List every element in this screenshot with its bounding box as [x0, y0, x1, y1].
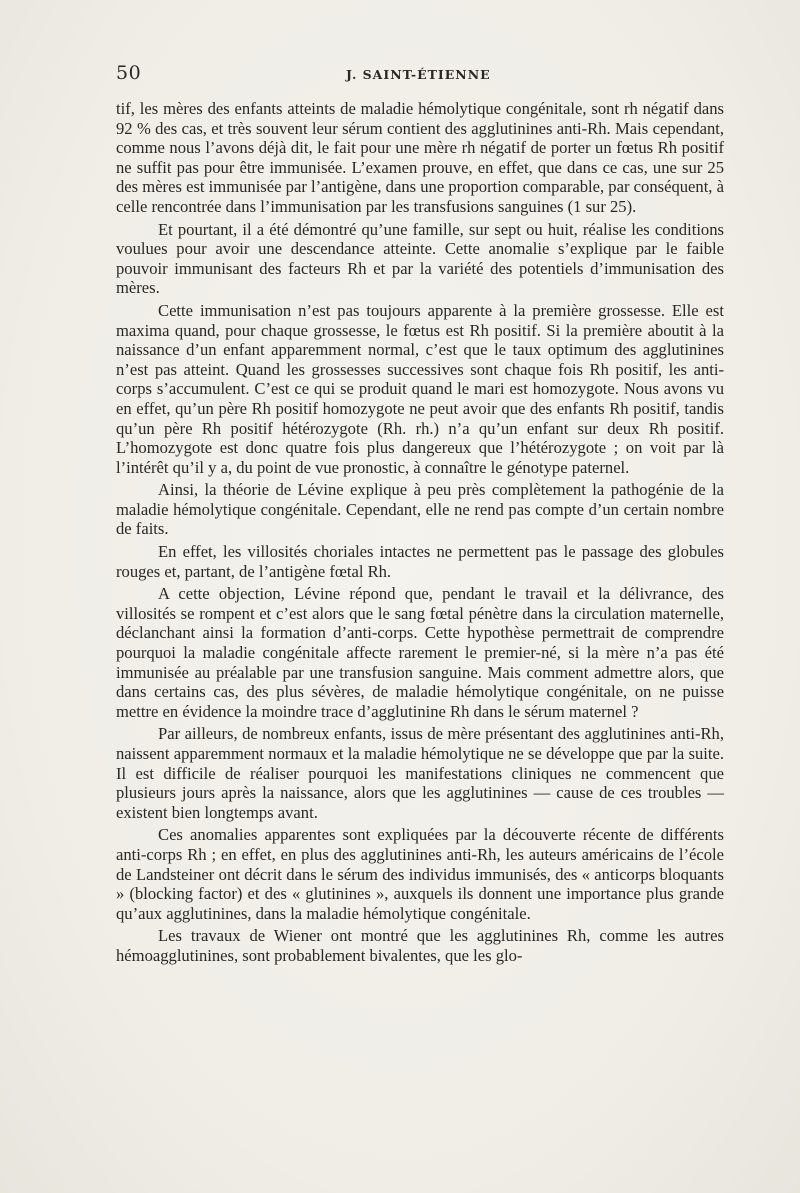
paragraph: A cette objection, Lévine répond que, pendant le travail et la délivrance, des villosités se rompent et c’est alors que le sang fœtal pénètre dans la circulation maternelle, déclanchant ainsi la formation d’anti-corps. Cette hypothèse permettrait de comprendre pourquoi la maladie congénitale affecte rarement le premier-né, si la mère n’a pas été immunisée au préalable par une transfusion sanguine. Mais comment admettre alors, que dans certains cas, des plus sévères, de maladie hémolytique congénitale, on ne puisse mettre en évidence la moindre trace d’agglutinine Rh dans le sérum maternel ?	[116, 584, 724, 721]
page-header	[116, 62, 726, 90]
paragraph: Les travaux de Wiener ont montré que les agglutinines Rh, comme les autres hémoagglutinines, sont probablement bivalentes, que les glo-	[116, 926, 724, 965]
page-number: 50	[116, 62, 142, 84]
paragraph: Cette immunisation n’est pas toujours apparente à la première grossesse. Elle est maxima quand, pour chaque grossesse, le fœtus est Rh positif. Si la première aboutit à la naissance d’un enfant apparemment normal, c’est que le taux optimum des agglutinines n’est pas atteint. Quand les grossesses successives sont chaque fois Rh positif, les anti-corps s’accumulent. C’est ce qui se produit quand le mari est homozygote. Nous avons vu en effet, qu’un père Rh positif homozygote ne peut avoir que des enfants Rh positif, tandis qu’un père Rh positif hétérozygote (Rh. rh.) n’a qu’un enfant sur deux Rh positif. L’homozygote est donc quatre fois plus dangereux que l’hétérozygote ; on voit par là l’intérêt qu’il y a, du point de vue pronostic, à connaître le génotype paternel.	[116, 300, 724, 477]
paragraph: En effet, les villosités choriales intactes ne permettent pas le passage des globules rouges et, partant, de l’antigène fœtal Rh.	[116, 542, 724, 581]
paragraph: tif, les mères des enfants atteints de maladie hémolytique congénitale, sont rh négatif dans 92 % des cas, et très souvent leur sérum contient des agglutinines anti-Rh. Mais cependant, comme nous l’avons déjà dit, le fait pour une mère rh négatif de porter un fœtus Rh positif ne suffit pas pour être immunisée. L’examen prouve, en effet, que dans ce cas, une sur 25 des mères est immunisée par l’antigène, dans une proportion comparable, par conséquent, à celle rencontrée dans l’immunisation par les transfusions sanguines (1 sur 25).	[116, 99, 724, 216]
paragraph: Ainsi, la théorie de Lévine explique à peu près complètement la pathogénie de la maladie hémolytique congénitale. Cependant, elle ne rend pas compte d’un certain nombre de faits.	[116, 480, 724, 539]
paragraph: Ces anomalies apparentes sont expliquées par la découverte récente de différents anti-corps Rh ; en effet, en plus des agglutinines anti-Rh, les auteurs américains de l’école de Landsteiner ont décrit dans le sérum des individus immunisés, des « anticorps bloquants » (blocking factor) et des « glutinines », auxquels ils donnent une importance plus grande qu’aux agglutinines, dans la maladie hémolytique congénitale.	[116, 825, 724, 923]
paragraph: Par ailleurs, de nombreux enfants, issus de mère présentant des agglutinines anti-Rh, naissent apparemment normaux et la maladie hémolytique ne se développe que par la suite. Il est difficile de réaliser pourquoi les manifestations cliniques ne commencent que plusieurs jours après la naissance, alors que les agglutinines — cause de ces troubles — existent bien longtemps avant.	[116, 724, 724, 822]
running-head: J. SAINT-ÉTIENNE	[346, 67, 491, 82]
paragraph: Et pourtant, il a été démontré qu’une famille, sur sept ou huit, réalise les conditions voulues pour avoir une descendance atteinte. Cette anomalie s’explique par le faible pouvoir immunisant des facteurs Rh et par la variété des potentiels d’immunisation des mères.	[116, 219, 724, 298]
body-text	[116, 99, 724, 969]
